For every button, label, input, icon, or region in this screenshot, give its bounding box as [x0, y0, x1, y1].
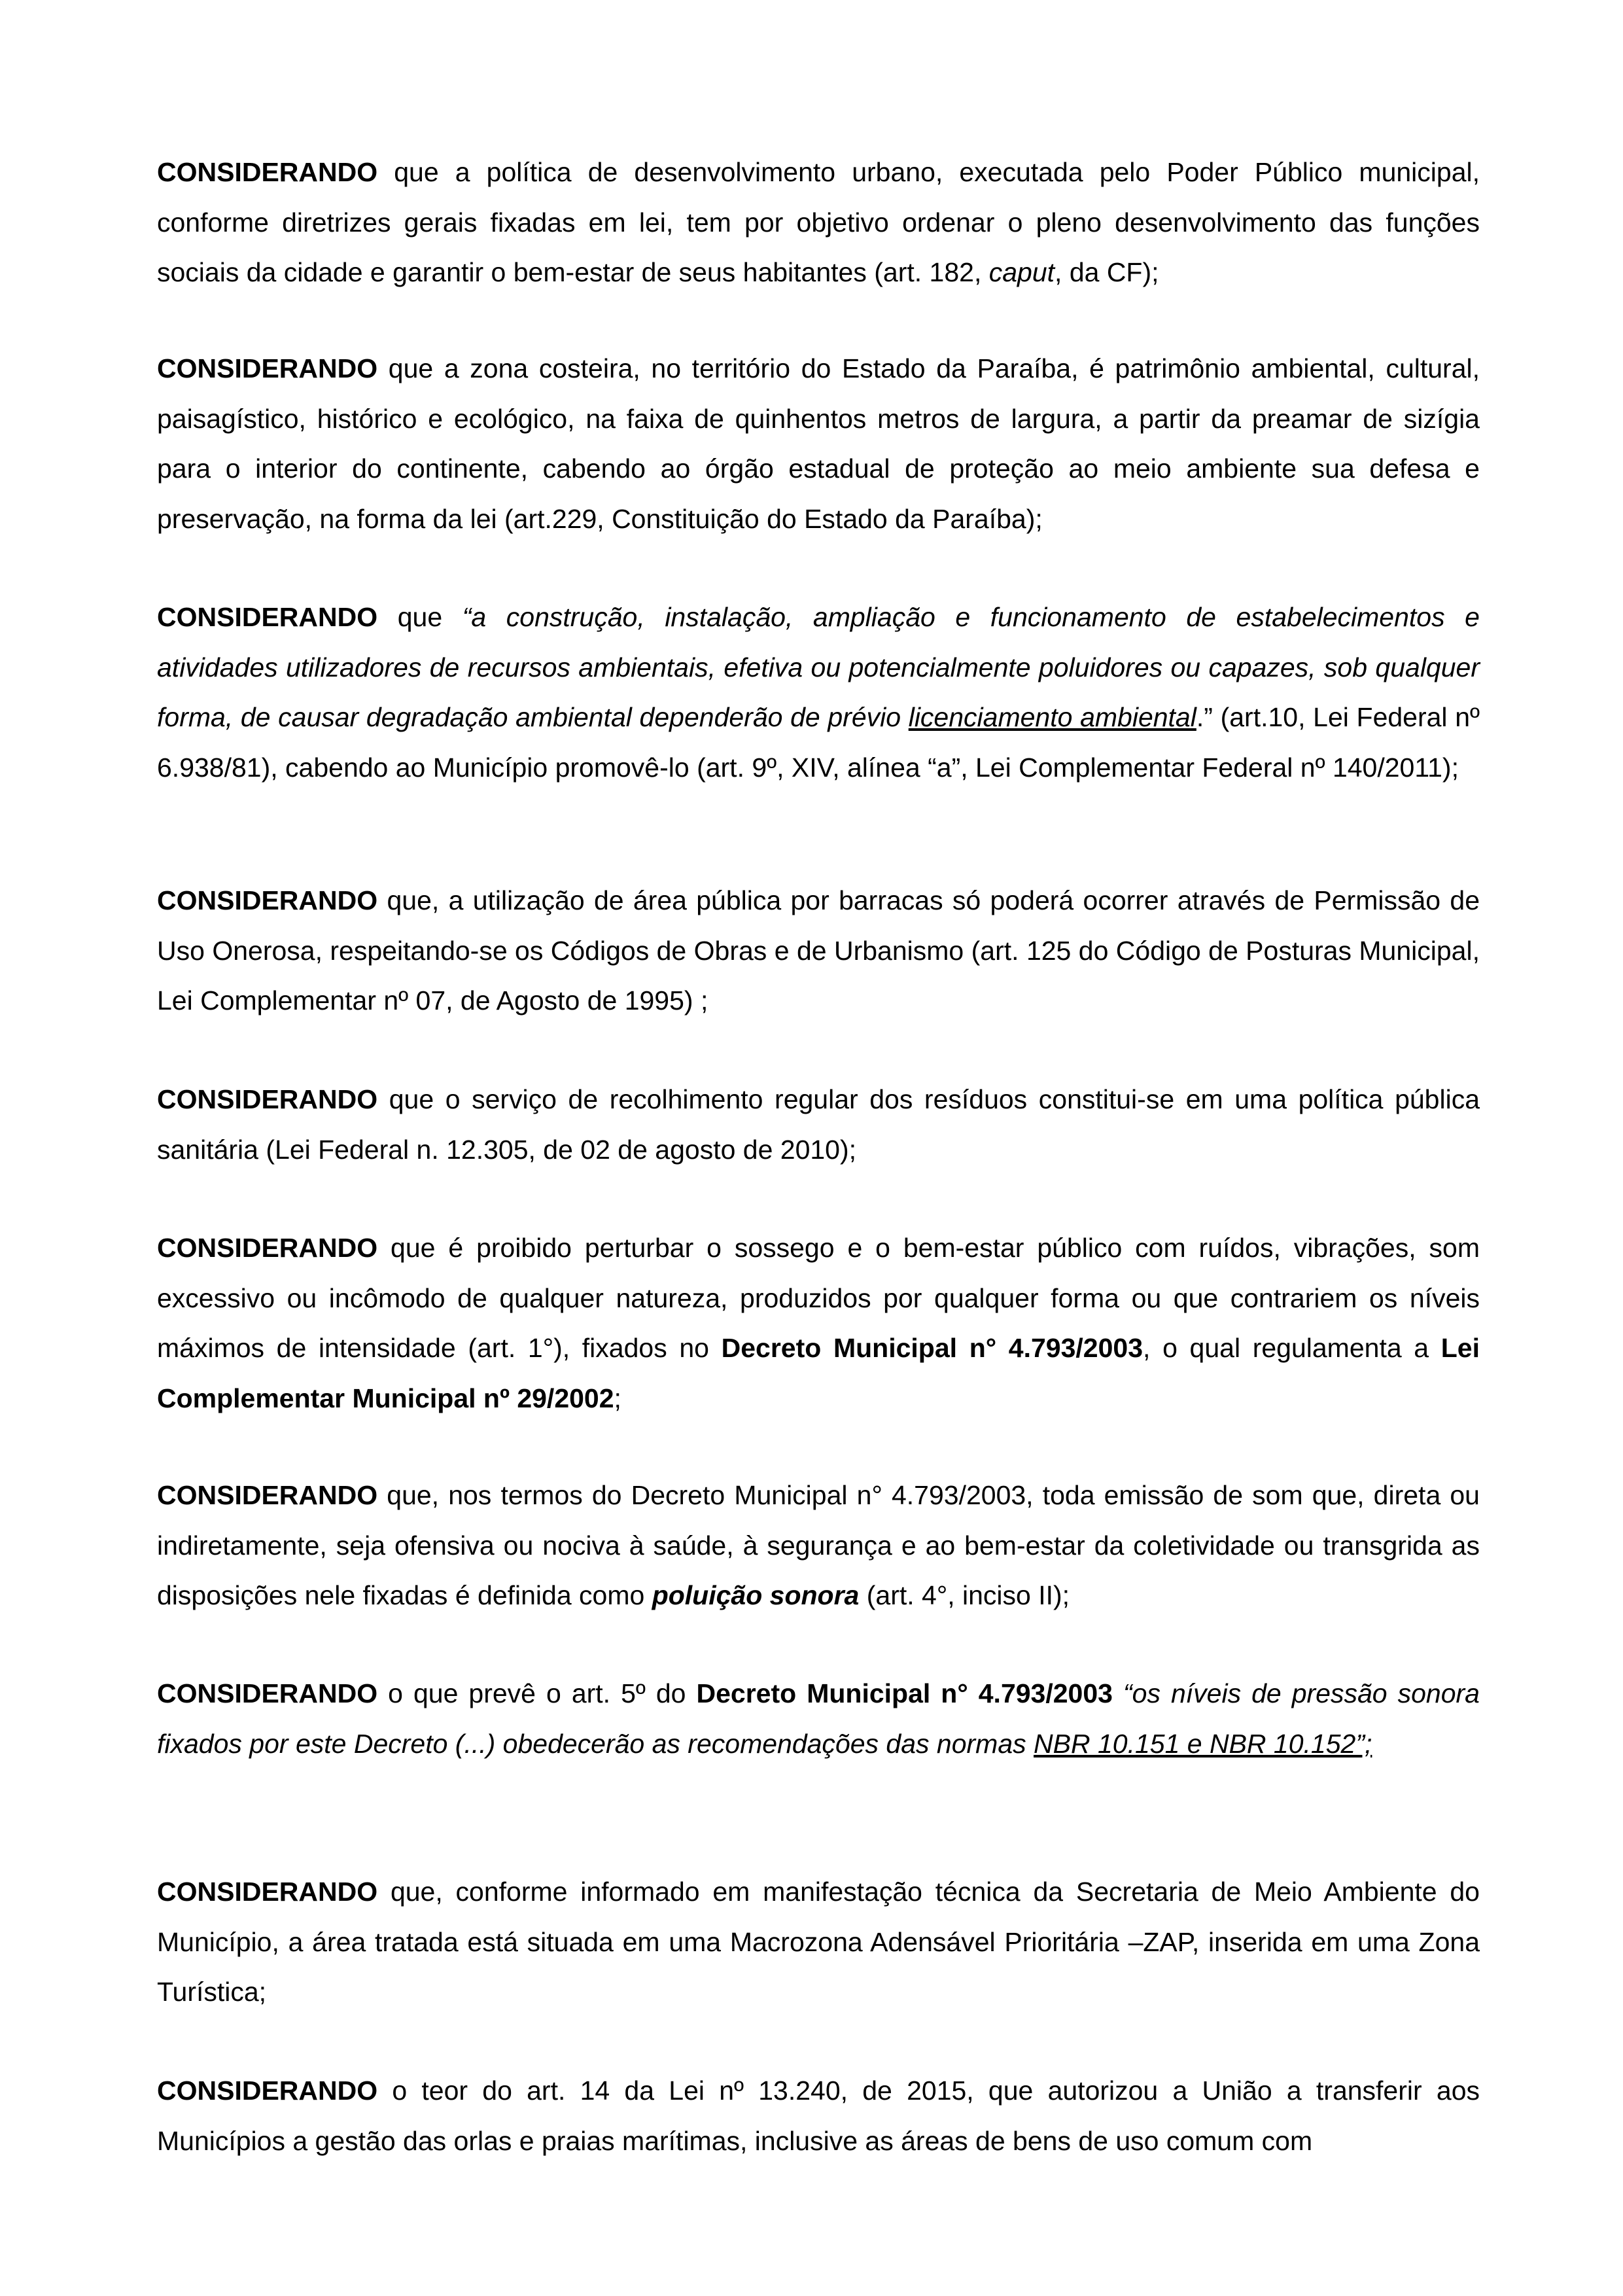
paragraph-text: ” (art.10, Lei Federal nº 6.938/81), cabendo ao Município promovê-lo (art. 9º, XIV, alínea “a”, Lei Complementar Federal nº 140/2011);	[157, 702, 1480, 783]
latin-term: caput	[988, 257, 1055, 287]
paragraph-lead: CONSIDERANDO	[157, 1480, 378, 1510]
paragraph-text: que a política de desenvolvimento urbano, executada pelo Poder Público municipal, conforme diretrizes gerais fixadas em lei, tem por objetivo ordenar o pleno desenvolvimento das funções sociais da cidade e garantir o bem-estar de seus habitantes (art. 182,	[157, 157, 1480, 287]
paragraph-text: que é proibido perturbar o sossego e o bem-estar público com ruídos, vibrações, som excessivo ou incômodo de qualquer natureza, produzidos por qualquer forma ou que contrariem os níveis máximos de intensidade (art. 1°), fixados no	[157, 1233, 1480, 1363]
paragraph-considerando-7	[157, 1470, 1480, 1621]
paragraph-considerando-9	[157, 1867, 1480, 2017]
paragraph-text: que, conforme informado em manifestação técnica da Secretaria de Meio Ambiente do Município, a área tratada está situada em uma Macrozona Adensável Prioritária –ZAP, inserida em uma Zona Turística;	[157, 1877, 1480, 2007]
underlined-term: licenciamento ambiental	[908, 702, 1196, 732]
paragraph-lead: CONSIDERANDO	[157, 1233, 378, 1263]
paragraph-text: que	[377, 602, 462, 632]
paragraph-lead: CONSIDERANDO	[157, 1084, 378, 1114]
paragraph-lead: CONSIDERANDO	[157, 602, 378, 632]
paragraph-text: , o qual regulamenta a	[1143, 1333, 1441, 1363]
paragraph-text	[1113, 1678, 1123, 1708]
paragraph-lead: CONSIDERANDO	[157, 1678, 378, 1708]
paragraph-text: (art. 4°, inciso II);	[859, 1580, 1070, 1610]
paragraph-considerando-2	[157, 344, 1480, 544]
paragraph-text: o que prevê o art. 5º do	[377, 1678, 697, 1708]
law-reference: Lei Complementar Municipal nº 29/2002	[157, 1333, 1480, 1413]
paragraph-text: , da CF);	[1055, 257, 1159, 287]
paragraph-text: que, a utilização de área pública por barracas só poderá ocorrer através de Permissão de Uso Onerosa, respeitando-se os Códigos de Obras e de Urbanismo (art. 125 do Código de Posturas Municipal, Lei Complementar nº 07, de Agosto de 1995) ;	[157, 885, 1480, 1016]
paragraph-text: o teor do art. 14 da Lei nº 13.240, de 2015, que autorizou a União a transferir aos Municípios a gestão das orlas e praias marítimas, inclusive as áreas de bens de uso comum com	[157, 2075, 1480, 2156]
quoted-decree-text-part: “os níveis de pressão sonora fixados por este Decreto (...) obedecerão as recomendações das normas	[157, 1678, 1480, 1759]
paragraph-text: que o serviço de recolhimento regular dos resíduos constitui-se em uma política pública sanitária (Lei Federal n. 12.305, de 02 de agosto de 2010);	[157, 1084, 1480, 1165]
paragraph-lead: CONSIDERANDO	[157, 1877, 378, 1907]
emphasized-term	[652, 1580, 860, 1610]
underlined-norm-reference: NBR 10.151 e NBR 10.152”;	[1034, 1728, 1372, 1759]
paragraph-lead: CONSIDERANDO	[157, 2075, 378, 2106]
decree-reference: Decreto Municipal n° 4.793/2003	[721, 1333, 1143, 1363]
paragraph-lead: CONSIDERANDO	[157, 353, 378, 383]
paragraph-considerando-4	[157, 875, 1480, 1026]
paragraph-considerando-6	[157, 1223, 1480, 1423]
paragraph-lead: CONSIDERANDO	[157, 157, 378, 187]
decree-reference: Decreto Municipal n° 4.793/2003	[696, 1678, 1113, 1708]
emphasized-term-text: poluição sonora	[652, 1580, 860, 1610]
paragraph-text: que a zona costeira, no território do Estado da Paraíba, é patrimônio ambiental, cultural, paisagístico, histórico e ecológico, na faixa de quinhentos metros de largura, a partir da preamar de sizígia para o interior do continente, cabendo ao órgão estadual de proteção ao meio ambiente sua defesa e preservação, na forma da lei (art.229, Constituição do Estado da Paraíba);	[157, 353, 1480, 534]
paragraph-considerando-10	[157, 2066, 1480, 2166]
paragraph-text: que, nos termos do Decreto Municipal n° 4.793/2003, toda emissão de som que, direta ou indiretamente, seja ofensiva ou nociva à saúde, à segurança e ao bem-estar da coletividade ou transgrida as disposições nele fixadas é definida como	[157, 1480, 1480, 1610]
paragraph-text: ;	[614, 1383, 621, 1413]
paragraph-considerando-1	[157, 147, 1480, 298]
paragraph-considerando-8	[157, 1669, 1480, 1769]
paragraph-text: .	[1196, 702, 1204, 732]
paragraph-considerando-3	[157, 592, 1480, 792]
quoted-law-text-part: “a construção, instalação, ampliação e funcionamento de estabelecimentos e atividades utilizadores de recursos ambientais, efetiva ou potencialmente poluidores ou capazes, sob qualquer forma, de causar degradação ambiental dependerão de prévio	[157, 602, 1480, 732]
paragraph-lead: CONSIDERANDO	[157, 885, 378, 915]
paragraph-considerando-5	[157, 1074, 1480, 1174]
